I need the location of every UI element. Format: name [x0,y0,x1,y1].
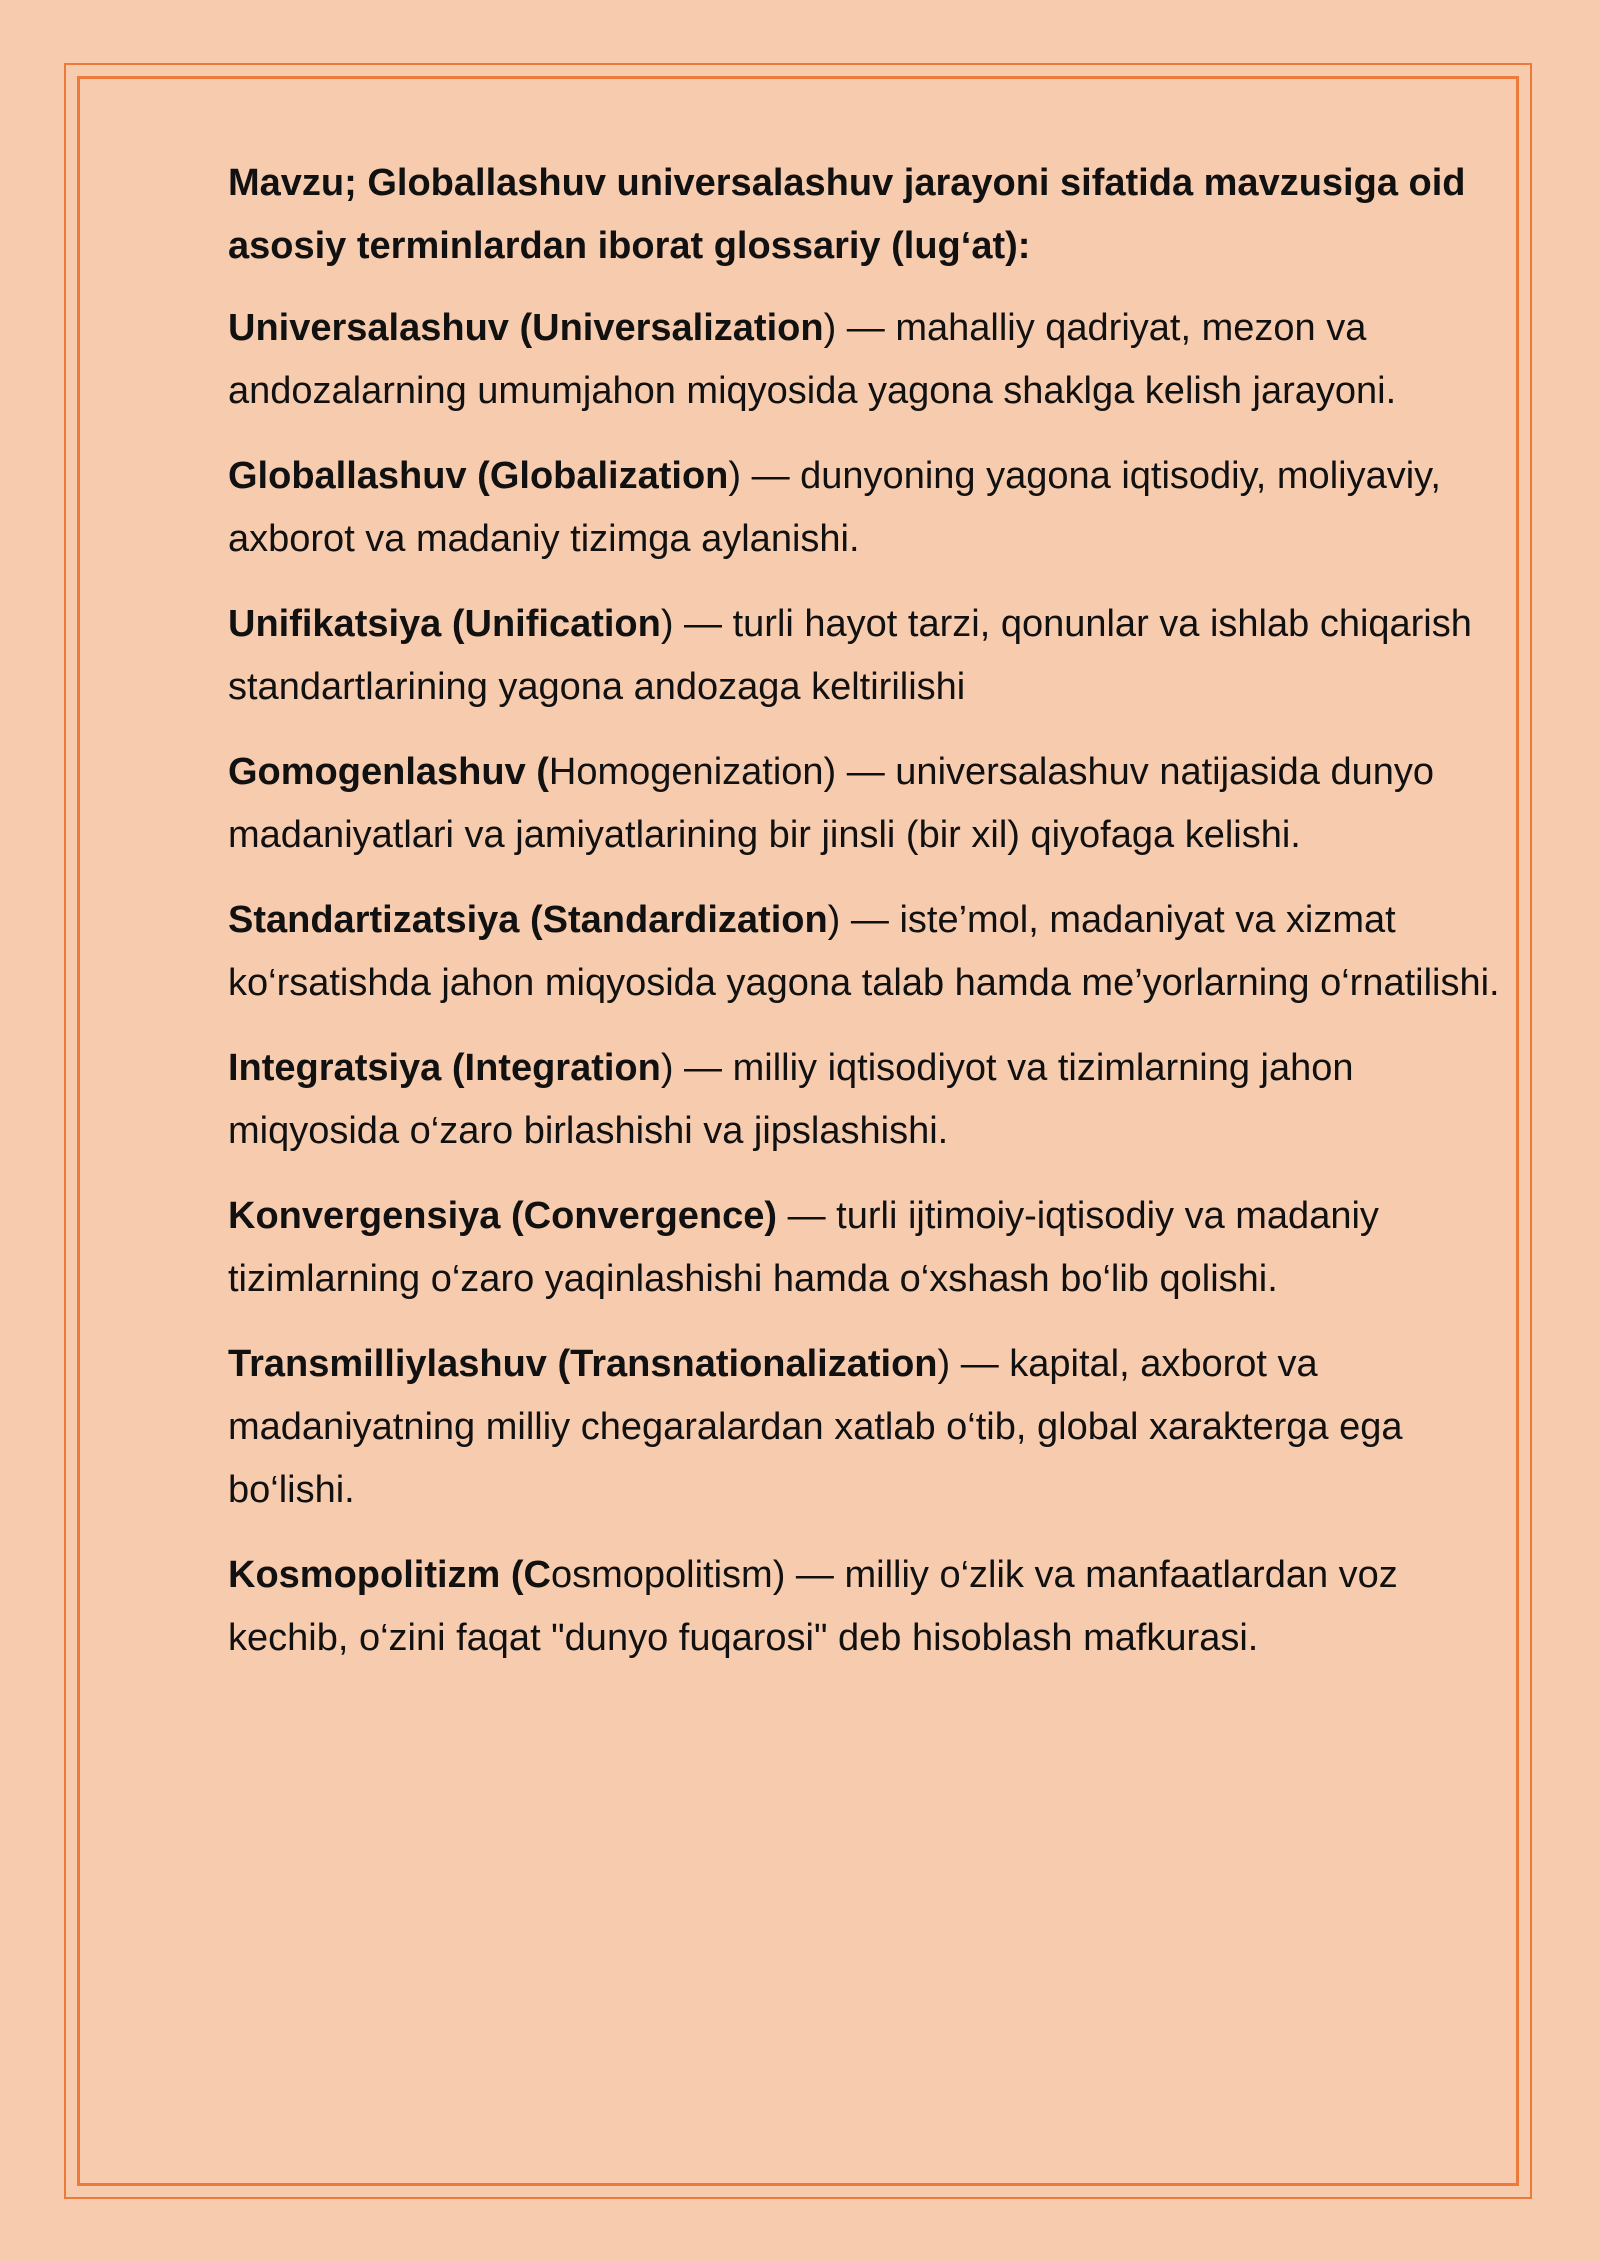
glossary-entry-unifikatsiya [228,593,1518,719]
glossary-definition: ) — iste’mol, madaniyat va xizmat ko‘rsatishda jahon miqyosida yagona talab hamda me’yorlarning o‘rnatilishi. [228,899,1500,1004]
glossary-definition: osmopolitism) — milliy o‘zlik va manfaatlardan voz kechib, o‘zini faqat "dunyo fuqarosi" deb hisoblash mafkurasi. [228,1554,1398,1659]
glossary-term: Globallashuv (Globalization [228,455,729,497]
glossary-heading: Mavzu; Globallashuv universalashuv jarayoni sifatida mavzusiga oid asosiy terminlardan iborat glossariy (lug‘at): [228,162,1466,267]
glossary-content [228,152,1518,1692]
glossary-definition: ) — dunyoning yagona iqtisodiy, moliyaviy, axborot va madaniy tizimga aylanishi. [228,455,1441,560]
glossary-entry-konvergensiya [228,1185,1518,1311]
glossary-definition: ) — milliy iqtisodiyot va tizimlarning jahon miqyosida o‘zaro birlashishi va jipslashishi. [228,1047,1354,1152]
glossary-definition: ) — mahalliy qadriyat, mezon va andozalarning umumjahon miqyosida yagona shaklga kelish jarayoni. [228,307,1397,412]
glossary-entry-kosmopolitizm [228,1544,1518,1670]
glossary-term: Transmilliylashuv (Transnationalization [228,1343,938,1385]
glossary-entry-standartizatsiya [228,889,1518,1015]
glossary-entry-universalashuv [228,297,1518,423]
glossary-term: Universalashuv (Universalization [228,307,824,349]
glossary-term: Kosmopolitizm (C [228,1554,551,1596]
glossary-term: Konvergensiya (Convergence) [228,1195,778,1237]
glossary-definition: ) — kapital, axborot va madaniyatning milliy chegaralardan xatlab o‘tib, global xarakterga ega bo‘lishi. [228,1343,1403,1511]
glossary-definition: Homogenization) — universalashuv natijasida dunyo madaniyatlari va jamiyatlarining bir jinsli (bir xil) qiyofaga kelishi. [228,751,1434,856]
glossary-entry-gomogenlashuv [228,741,1518,867]
glossary-definition: — turli ijtimoiy-iqtisodiy va madaniy tizimlarning o‘zaro yaqinlashishi hamda o‘xshash bo‘lib qolishi. [228,1195,1379,1300]
glossary-entry-integratsiya [228,1037,1518,1163]
glossary-entry-globallashuv [228,445,1518,571]
glossary-term: Integratsiya (Integration [228,1047,661,1089]
glossary-entry-transmilliylashuv [228,1333,1518,1522]
glossary-term: Unifikatsiya (Unification [228,603,661,645]
glossary-term: Standartizatsiya (Standardization [228,899,828,941]
glossary-definition: ) — turli hayot tarzi, qonunlar va ishlab chiqarish standartlarining yagona andozaga keltirilishi [228,603,1472,708]
glossary-term: Gomogenlashuv ( [228,751,549,793]
